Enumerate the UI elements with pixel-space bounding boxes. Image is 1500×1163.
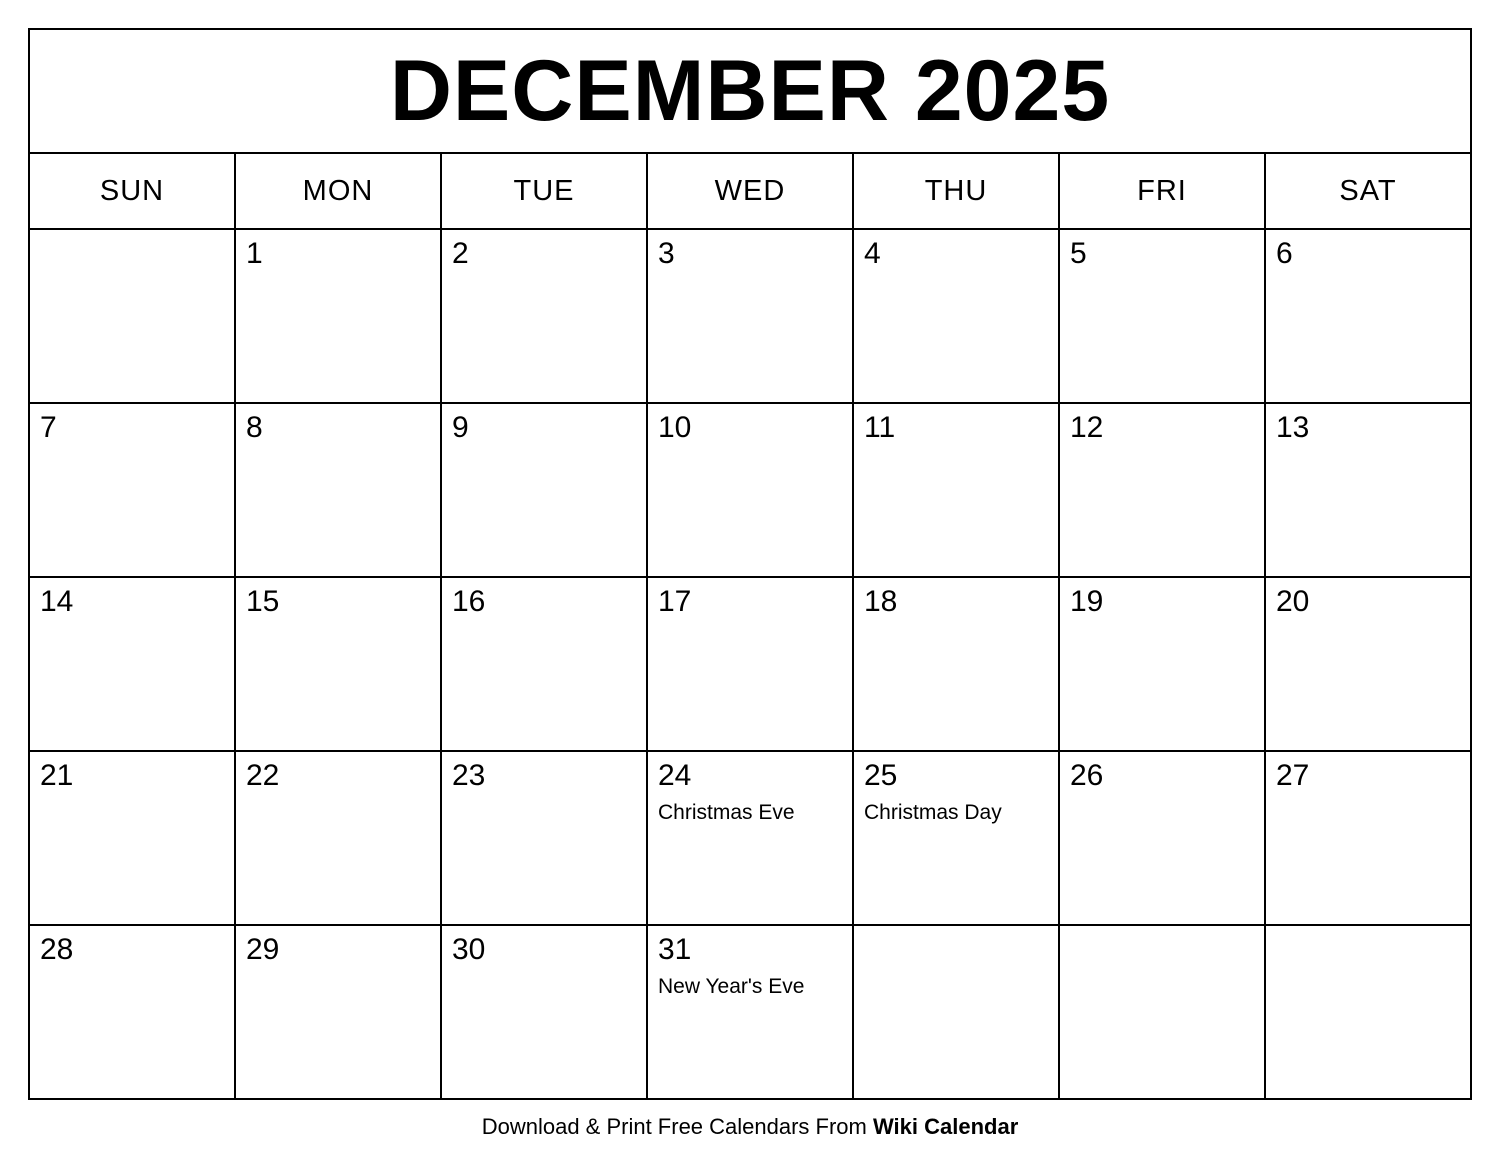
day-cell[interactable] <box>1060 230 1266 402</box>
day-number: 16 <box>452 585 486 618</box>
day-cell[interactable] <box>1060 926 1266 1098</box>
day-number: 23 <box>452 759 486 792</box>
day-cell[interactable] <box>648 404 854 576</box>
calendar-week-row <box>30 752 1470 926</box>
day-number: 24 <box>658 759 692 792</box>
day-cell[interactable] <box>236 752 442 924</box>
day-cell[interactable] <box>236 578 442 750</box>
page-title: DECEMBER 2025 <box>389 43 1111 139</box>
day-cell[interactable] <box>854 230 1060 402</box>
weekday-header-wed: WED <box>648 154 854 228</box>
day-cell[interactable] <box>442 926 648 1098</box>
day-number: 3 <box>658 237 675 270</box>
day-event: Christmas Day <box>864 800 1002 824</box>
calendar-week-row <box>30 230 1470 404</box>
day-cell[interactable] <box>1060 404 1266 576</box>
day-number: 27 <box>1276 759 1310 792</box>
day-cell[interactable] <box>236 926 442 1098</box>
day-cell[interactable] <box>30 752 236 924</box>
calendar-week-row <box>30 404 1470 578</box>
footer-text: Download & Print Free Calendars From <box>481 1114 873 1139</box>
day-event: Christmas Eve <box>658 800 795 824</box>
day-cell[interactable] <box>1060 578 1266 750</box>
day-cell[interactable] <box>648 752 854 924</box>
day-cell[interactable] <box>854 926 1060 1098</box>
day-number: 6 <box>1276 237 1293 270</box>
day-number: 19 <box>1070 585 1104 618</box>
calendar-grid <box>28 28 1472 1100</box>
day-cell[interactable] <box>236 404 442 576</box>
weekday-header-sun: SUN <box>30 154 236 228</box>
day-number: 10 <box>658 411 692 444</box>
day-cell[interactable] <box>854 404 1060 576</box>
day-number: 28 <box>40 933 74 966</box>
footer-brand-link[interactable]: Wiki Calendar <box>872 1114 1019 1139</box>
day-cell[interactable] <box>1266 230 1470 402</box>
day-cell[interactable] <box>30 578 236 750</box>
weekday-header-fri: FRI <box>1060 154 1266 228</box>
day-number: 11 <box>864 411 896 444</box>
day-number: 22 <box>246 759 280 792</box>
weekday-header-tue: TUE <box>442 154 648 228</box>
calendar-title-row <box>30 30 1470 154</box>
day-number: 12 <box>1070 411 1104 444</box>
day-cell[interactable] <box>442 230 648 402</box>
day-number: 30 <box>452 933 486 966</box>
day-cell[interactable] <box>648 230 854 402</box>
day-number: 1 <box>246 237 263 270</box>
day-cell[interactable] <box>648 926 854 1098</box>
weekday-header-mon: MON <box>236 154 442 228</box>
day-cell[interactable] <box>236 230 442 402</box>
day-number: 18 <box>864 585 898 618</box>
day-number: 4 <box>864 237 881 270</box>
day-cell[interactable] <box>30 926 236 1098</box>
day-number: 29 <box>246 933 280 966</box>
day-number: 7 <box>40 411 57 444</box>
day-number: 31 <box>658 933 692 966</box>
day-number: 9 <box>452 411 469 444</box>
day-cell[interactable] <box>1060 752 1266 924</box>
day-cell[interactable] <box>442 578 648 750</box>
calendar-week-row <box>30 926 1470 1100</box>
day-cell[interactable] <box>854 752 1060 924</box>
day-number: 25 <box>864 759 898 792</box>
day-cell[interactable] <box>30 404 236 576</box>
day-number: 15 <box>246 585 280 618</box>
day-cell[interactable] <box>1266 752 1470 924</box>
day-number: 2 <box>452 237 469 270</box>
day-number: 17 <box>658 585 692 618</box>
weekday-header-row <box>30 154 1470 230</box>
day-event: New Year's Eve <box>658 974 805 998</box>
day-cell[interactable] <box>1266 926 1470 1098</box>
day-number: 14 <box>40 585 74 618</box>
day-number: 21 <box>40 759 74 792</box>
day-cell[interactable] <box>854 578 1060 750</box>
day-number: 8 <box>246 411 263 444</box>
day-number: 26 <box>1070 759 1104 792</box>
calendar-week-row <box>30 578 1470 752</box>
day-cell[interactable] <box>30 230 236 402</box>
footer-credit <box>28 1114 1472 1140</box>
day-cell[interactable] <box>442 752 648 924</box>
weekday-header-sat: SAT <box>1339 174 1397 207</box>
day-cell[interactable] <box>1266 578 1470 750</box>
day-number: 13 <box>1276 411 1310 444</box>
day-cell[interactable] <box>648 578 854 750</box>
weekday-header-thu: THU <box>854 154 1060 228</box>
day-cell[interactable] <box>442 404 648 576</box>
day-number: 5 <box>1070 237 1087 270</box>
day-cell[interactable] <box>1266 404 1470 576</box>
day-number: 20 <box>1276 585 1310 618</box>
